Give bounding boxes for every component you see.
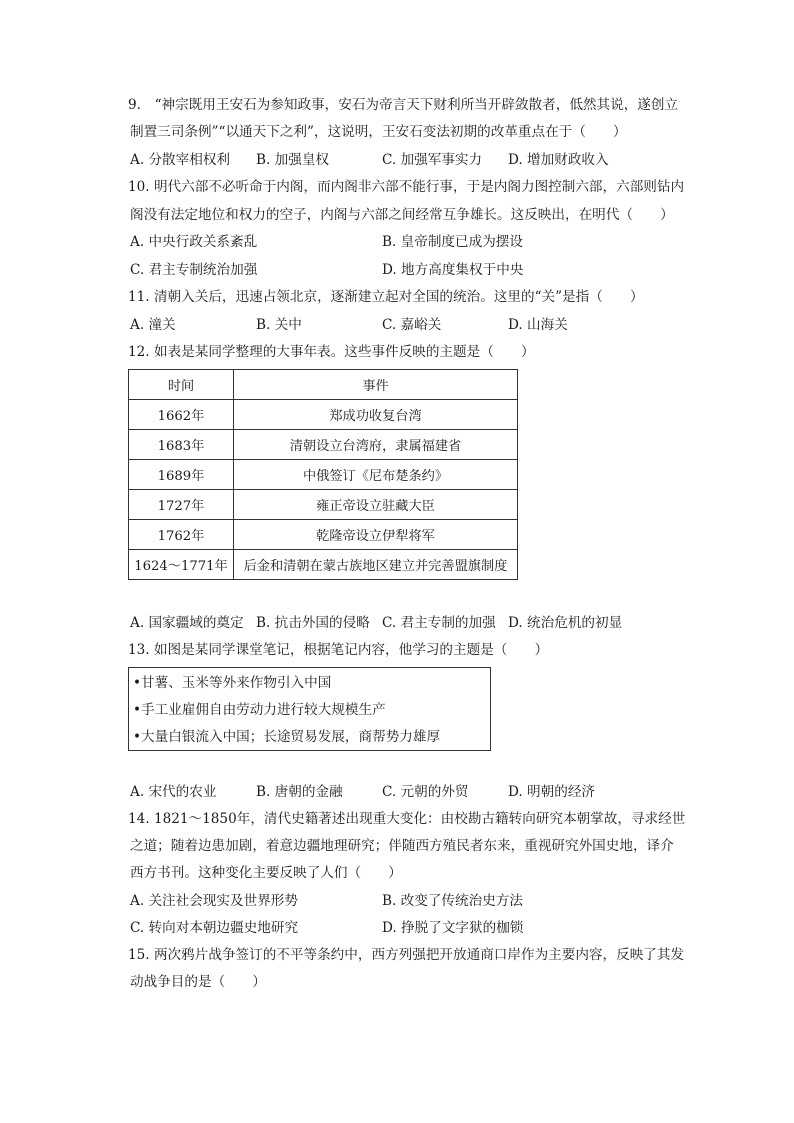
q14-option-b: B. 改变了传统治史方法 (382, 893, 523, 909)
q12-option-b: B. 抗击外国的侵略 (256, 615, 370, 631)
q9-option-c: C. 加强军事实力 (382, 152, 483, 168)
table-header-time: 时间 (129, 370, 234, 400)
table-cell-time: 1762年 (129, 520, 234, 550)
q11-option-a: A. 潼关 (130, 317, 176, 333)
q14-option-a: A. 关注社会现实及世界形势 (130, 893, 298, 909)
table-cell-event: 郑成功收复台湾 (234, 400, 518, 430)
table-header-event: 事件 (234, 370, 518, 400)
table-cell-event: 乾隆帝设立伊犁将军 (234, 520, 518, 550)
table-cell-time: 1624～1771年 (129, 550, 234, 580)
table-cell-time: 1727年 (129, 490, 234, 520)
q14-stem-line3: 西方书刊。这种变化主要反映了人们（ ） (130, 865, 402, 881)
table-row (129, 490, 518, 520)
q12-option-d: D. 统治危机的初显 (508, 615, 623, 631)
q10-option-c: C. 君主专制统治加强 (130, 262, 258, 278)
q9-option-a: A. 分散宰相权利 (130, 152, 231, 168)
q10-stem-line2: 阁没有法定地位和权力的空子，内阁与六部之间经常互争雄长。这反映出，在明代（ ） (130, 207, 674, 223)
table-cell-time: 1683年 (129, 430, 234, 460)
table-header-row (129, 370, 518, 400)
table-row (129, 460, 518, 490)
q11-stem-line1: 11. 清朝入关后，迅速占领北京，逐渐建立起对全国的统治。这里的“关”是指（ ） (128, 289, 644, 305)
q14-stem-line1: 14. 1821～1850年，清代史籍著述出现重大变化：由校勘古籍转向研究本朝掌故，寻求经世 (128, 811, 686, 827)
table-row (129, 400, 518, 430)
note-item: •甘薯、玉米等外来作物引入中国 (133, 675, 332, 691)
q13-stem-line1: 13. 如图是某同学课堂笔记，根据笔记内容，他学习的主题是（ ） (128, 642, 549, 658)
q13-option-b: B. 唐朝的金融 (256, 784, 343, 800)
q10-option-a: A. 中央行政关系紊乱 (130, 234, 258, 250)
table-cell-event: 中俄签订《尼布楚条约》 (234, 460, 518, 490)
q9-stem-line2: 制置三司条例”“以通天下之利”，这说明，王安石变法初期的改革重点在于（ ） (130, 124, 627, 140)
q9-stem-line1: 9. “神宗既用王安石为参知政事，安石为帝言天下财利所当开辟敛散者，低然其说，遂创立 (128, 97, 679, 113)
q9-option-b: B. 加强皇权 (256, 152, 330, 168)
table-row (129, 430, 518, 460)
q13-option-c: C. 元朝的外贸 (382, 784, 469, 800)
q14-option-c: C. 转向对本朝边疆史地研究 (130, 920, 299, 936)
table-cell-event: 清朝设立台湾府，隶属福建省 (234, 430, 518, 460)
events-table (128, 369, 518, 580)
q10-option-b: B. 皇帝制度已成为摆设 (382, 234, 523, 250)
table-cell-time: 1689年 (129, 460, 234, 490)
q12-option-a: A. 国家疆域的奠定 (130, 615, 244, 631)
q14-option-d: D. 挣脱了文字狱的枷锁 (382, 920, 524, 936)
q13-option-a: A. 宋代的农业 (130, 784, 217, 800)
q12-stem-line1: 12. 如表是某同学整理的大事年表。这些事件反映的主题是（ ） (128, 344, 535, 360)
q10-option-d: D. 地方高度集权于中央 (382, 262, 524, 278)
q12-option-c: C. 君主专制的加强 (382, 615, 496, 631)
table-row (129, 550, 518, 580)
table-row (129, 520, 518, 550)
table-cell-event: 后金和清朝在蒙古族地区建立并完善盟旗制度 (234, 550, 518, 580)
q11-option-c: C. 嘉峪关 (382, 317, 442, 333)
q11-option-b: B. 关中 (256, 317, 302, 333)
q11-option-d: D. 山海关 (508, 317, 568, 333)
q15-stem-line1: 15. 两次鸦片战争签订的不平等条约中，西方列强把开放通商口岸作为主要内容，反映了其发 (128, 947, 685, 963)
q13-option-d: D. 明朝的经济 (508, 784, 596, 800)
q15-stem-line2: 动战争目的是（ ） (130, 974, 266, 990)
note-item: •手工业雇佣自由劳动力进行较大规模生产 (133, 702, 386, 718)
q14-stem-line2: 之道；随着边患加剧，着意边疆地理研究；伴随西方殖民者东来，重视研究外国史地，译介 (130, 838, 674, 854)
note-item: •大量白银流入中国；长途贸易发展，商帮势力雄厚 (133, 729, 441, 745)
q9-option-d: D. 增加财政收入 (508, 152, 609, 168)
table-cell-time: 1662年 (129, 400, 234, 430)
q10-stem-line1: 10. 明代六部不必听命于内阁，而内阁非六部不能行事，于是内阁力图控制六部，六部则钻内 (128, 179, 685, 195)
class-notes-box (128, 667, 491, 751)
table-cell-event: 雍正帝设立驻藏大臣 (234, 490, 518, 520)
